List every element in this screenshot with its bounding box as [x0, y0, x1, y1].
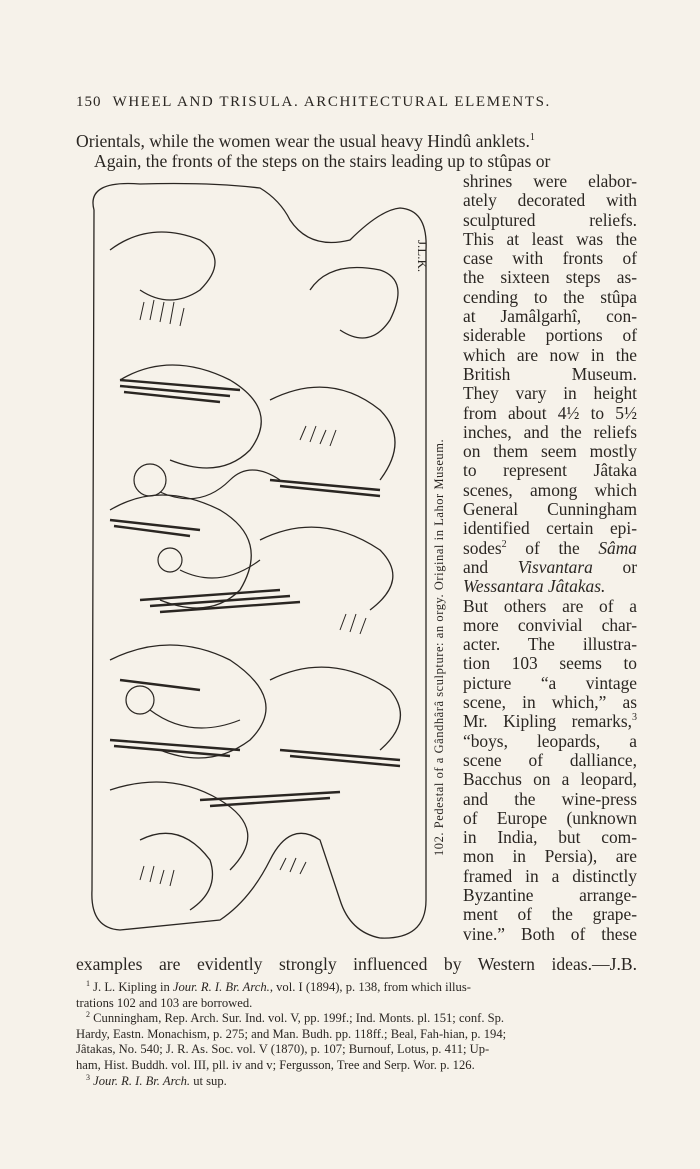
column-line: which are now in the	[463, 344, 637, 365]
column-line: vine.” Both of these	[463, 923, 637, 944]
footnotes	[76, 980, 636, 1089]
footnote-2-line-4: ham, Hist. Buddh. vol. III, pll. iv and v; Fergusson, Tree and Serp. Wor. p. 126.	[76, 1057, 475, 1072]
closing-line: examples are evidently strongly influenced by Western ideas.—J.B.	[76, 954, 637, 974]
column-line: scene of dalliance,	[463, 749, 637, 770]
column-line: in India, but com-	[463, 827, 637, 848]
column-line: siderable portions of	[463, 325, 637, 346]
footnote-3-mark: 3	[86, 1072, 90, 1082]
column-line: to represent Jâtaka	[463, 460, 637, 481]
body-line-1-text: Orientals, while the women wear the usual heavy Hindû anklets.	[76, 131, 530, 151]
footnote-3-text: ut sup.	[190, 1073, 227, 1088]
and-text: and	[463, 556, 489, 577]
column-line: case with fronts of	[463, 248, 637, 269]
column-line: identified certain epi-	[463, 518, 637, 539]
column-line: of Europe (unknown	[463, 807, 637, 828]
column-line: shrines were elabor-	[463, 171, 637, 191]
column-line: at Jamâlgarhî, con-	[463, 306, 637, 327]
sodes-text: sodes	[463, 537, 502, 558]
column-line: British Museum.	[463, 363, 637, 384]
body-line-1	[76, 132, 535, 151]
column-line: the sixteen steps as-	[463, 267, 637, 288]
wrapped-text-column	[463, 172, 637, 944]
column-line: ately decorated with	[463, 190, 637, 211]
column-line: scenes, among which	[463, 479, 637, 500]
footnote-1-cont: trations 102 and 103 are borrowed.	[76, 995, 253, 1010]
of-the-text: of the	[506, 537, 599, 558]
column-line: picture “a vintage	[463, 672, 637, 693]
column-line-visvantara	[463, 558, 637, 577]
column-line-kipling	[463, 712, 637, 731]
artist-signature: J.L.K.	[415, 240, 430, 273]
column-line: cending to the stûpa	[463, 286, 637, 307]
or-text: or	[622, 556, 637, 577]
footnote-3	[76, 1074, 636, 1090]
footnote-2	[76, 1011, 636, 1027]
column-line: They vary in height	[463, 383, 637, 404]
footnote-2-line-1: Cunningham, Rep. Arch. Sur. Ind. vol. V, pp. 199f.; Ind. Monts. pl. 151; conf. Sp.	[90, 1011, 505, 1026]
footnote-1-journal: Jour. R. I. Br. Arch.	[172, 980, 270, 994]
figure-caption-text: 102. Pedestal of a Gândhârâ sculpture: an orgy. Original in Lahor Museum.	[432, 438, 446, 856]
footnote-2-line-3: Jâtakas, No. 540; J. R. As. Soc. vol. V (1870), p. 107; Burnouf, Lotus, p. 411; Up-	[76, 1042, 490, 1057]
footnote-1-mark: 1	[86, 978, 90, 988]
column-line: Byzantine arrange-	[463, 884, 637, 905]
column-line: mon in Persia), are	[463, 846, 637, 867]
body-line-2: Again, the fronts of the steps on the stairs leading up to stûpas or	[94, 151, 551, 171]
column-line: General Cunningham	[463, 499, 637, 520]
column-line: acter. The illustra-	[463, 634, 637, 655]
column-line: ment of the grape-	[463, 904, 637, 925]
visvantara-title: Visvantara	[517, 556, 593, 577]
footnote-ref-3[interactable]: 3	[632, 712, 637, 724]
column-line: inches, and the reliefs	[463, 421, 637, 442]
column-line: tion 103 seems to	[463, 653, 637, 674]
column-line-sodes	[463, 539, 637, 558]
sama-title: Sâma	[598, 537, 637, 558]
footnote-ref-2[interactable]: 2	[501, 538, 507, 550]
footnote-2-mark: 2	[86, 1010, 90, 1019]
column-line: more convivial char-	[463, 614, 637, 635]
pedestal-relief-illustration	[80, 180, 432, 950]
column-line: from about 4½ to 5½	[463, 402, 637, 423]
footnote-ref-1[interactable]: 1	[529, 132, 535, 144]
column-line: But others are of a	[463, 595, 637, 616]
footnote-1-text-a: J. L. Kipling in	[90, 980, 173, 994]
column-line: sculptured reliefs.	[463, 209, 637, 230]
column-line-wessantara	[463, 577, 637, 596]
running-title: WHEEL AND TRISULA. ARCHITECTURAL ELEMENTS.	[112, 94, 551, 110]
column-line: and the wine-press	[463, 788, 637, 809]
column-line: framed in a distinctly	[463, 865, 637, 886]
column-line: This at least was the	[463, 228, 637, 249]
column-line: “boys, leopards, a	[463, 730, 637, 751]
running-header	[76, 94, 588, 111]
column-line: scene, in which,” as	[463, 692, 637, 713]
footnote-1	[76, 980, 636, 996]
footnote-1-text-c: , vol. I (1894), p. 138, from which illus-	[269, 980, 471, 994]
column-line: Bacchus on a leopard,	[463, 769, 637, 790]
wessantara-title: Wessantara Jâtakas.	[463, 576, 606, 597]
column-line: on them seem mostly	[463, 441, 637, 462]
page-number: 150	[76, 94, 102, 110]
footnote-2-line-2: Hardy, Eastn. Monachism, p. 275; and Man. Budh. pp. 118ff.; Beal, Fah-hian, p. 194;	[76, 1026, 507, 1041]
kipling-text: Mr. Kipling remarks,	[463, 711, 632, 732]
figure-caption	[432, 180, 454, 856]
footnote-3-journal: Jour. R. I. Br. Arch.	[90, 1073, 191, 1088]
